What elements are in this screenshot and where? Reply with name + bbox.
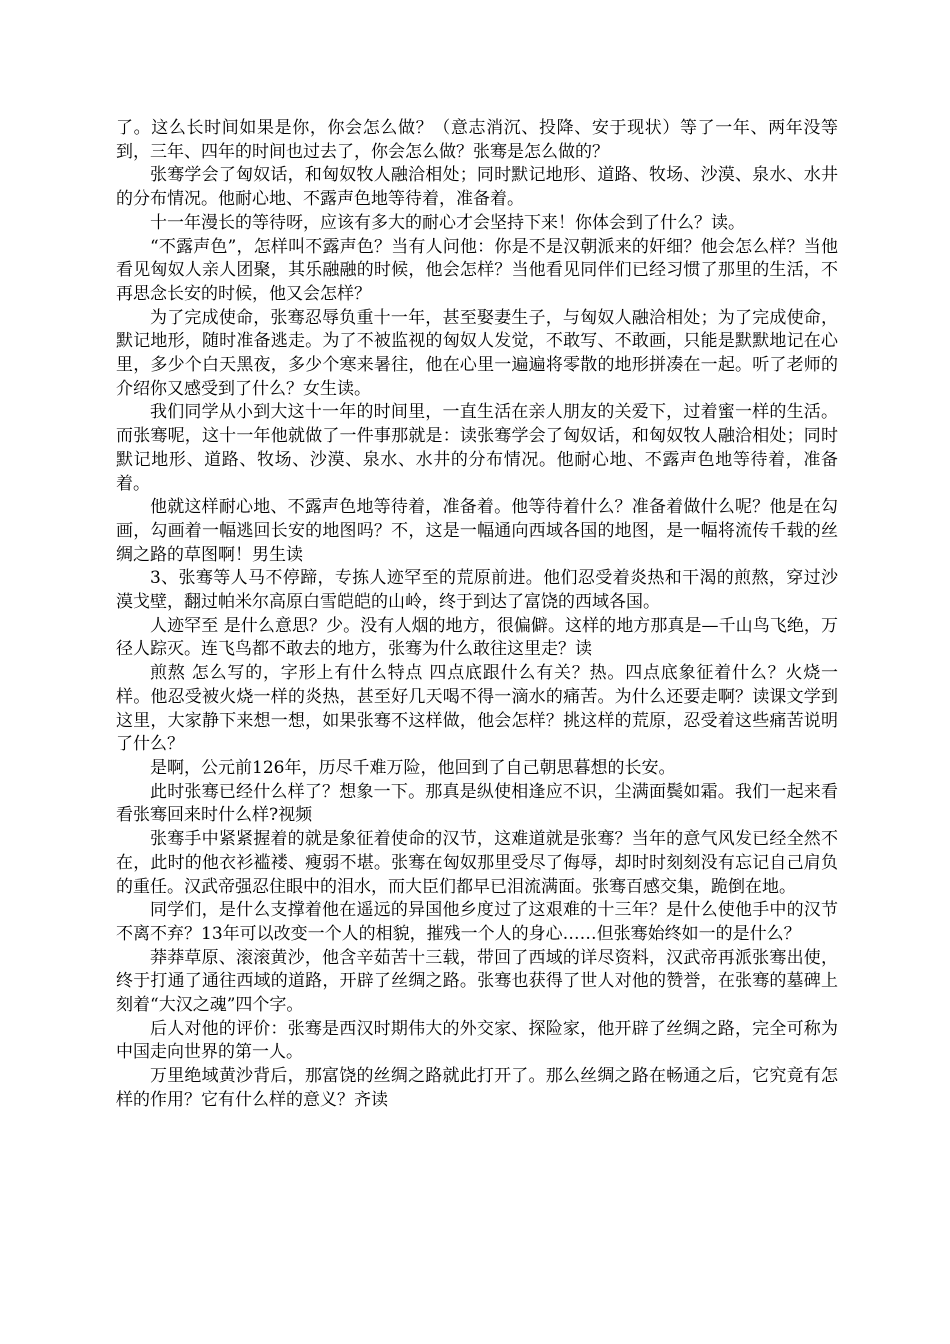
paragraph-13: 张骞手中紧紧握着的就是象征着使命的汉节，这难道就是张骞？当年的意气风发已经全然不在，此时的他衣衫褴褛、瘦弱不堪。张骞在匈奴那里受尽了侮辱，却时时刻刻没有忘记自己肩负的重任。汉武帝强忍住眼中的泪水，而大臣们都早已泪流满面。张骞百感交集，跪倒在地。 <box>116 829 838 897</box>
paragraph-8: 3、张骞等人马不停蹄，专拣人迹罕至的荒原前进。他们忍受着炎热和干渴的煎熬，穿过沙漠戈壁，翻过帕米尔高原白雪皑皑的山岭，终于到达了富饶的西域各国。 <box>116 568 838 613</box>
paragraph-15: 莽莽草原、滚滚黄沙，他含辛茹苦十三载，带回了西域的详尽资料，汉武帝再派张骞出使，终于打通了通往西域的道路，开辟了丝绸之路。张骞也获得了世人对他的赞誉，在张骞的墓碑上刻着“大汉之魂”四个字。 <box>116 947 838 1016</box>
paragraph-10: 煎熬 怎么写的，字形上有什么特点 四点底跟什么有关？热。四点底象征着什么？火烧一样。他忍受被火烧一样的炎热，甚至好几天喝不得一滴水的痛苦。为什么还要走啊？读课文学到这里，大家静下来想一想，如果张骞不这样做，他会怎样？挑这样的荒原，忍受着这些痛苦说明了什么？ <box>116 663 838 755</box>
paragraph-14: 同学们，是什么支撑着他在遥远的异国他乡度过了这艰难的十三年？是什么使他手中的汉节不离不弃？13年可以改变一个人的相貌，摧残一个人的身心……但张骞始终如一的是什么？ <box>116 900 838 944</box>
paragraph-4: “不露声色”，怎样叫不露声色？当有人问他：你是不是汉朝派来的奸细？他会怎么样？当他看见匈奴人亲人团聚，其乐融融的时候，他会怎样？当他看见同伴们已经习惯了那里的生活，不再思念长安的时候，他又会怎样？ <box>116 236 838 304</box>
paragraph-16: 后人对他的评价：张骞是西汉时期伟大的外交家、探险家，他开辟了丝绸之路，完全可称为中国走向世界的第一人。 <box>116 1018 838 1063</box>
paragraph-3: 十一年漫长的等待呀，应该有多大的耐心才会坚持下来！你体会到了什么？读。 <box>150 212 745 233</box>
paragraph-9: 人迹罕至 是什么意思？少。没有人烟的地方，很偏僻。这样的地方那真是—千山鸟飞绝，万径人踪灭。连飞鸟都不敢去的地方，张骞为什么敢往这里走？读 <box>116 615 838 660</box>
document-page <box>116 117 838 1113</box>
paragraph-12: 此时张骞已经什么样了？想象一下。那真是纵使相逢应不识，尘满面鬓如霜。我们一起来看看张骞回来时什么样?视频 <box>116 781 838 826</box>
paragraph-7: 他就这样耐心地、不露声色地等待着，准备着。他等待着什么？准备着做什么呢？他是在勾画，勾画着一幅逃回长安的地图吗？不，这是一幅通向西域各国的地图，是一幅将流传千载的丝绸之路的草图啊！男生读 <box>116 497 838 565</box>
paragraph-5: 为了完成使命，张骞忍辱负重十一年，甚至娶妻生子，与匈奴人融洽相处；为了完成使命，默记地形，随时准备逃走。为了不被监视的匈奴人发觉，不敢写、不敢画，只能是默默地记在心里，多少个白天黑夜，多少个寒来暑往，他在心里一遍遍将零散的地形拼凑在一起。听了老师的介绍你又感受到了什么？女生读。 <box>116 307 838 399</box>
paragraph-2: 张骞学会了匈奴话，和匈奴牧人融洽相处；同时默记地形、道路、牧场、沙漠、泉水、水井的分布情况。他耐心地、不露声色地等待着，准备着。 <box>116 165 838 210</box>
paragraph-17: 万里绝域黄沙背后，那富饶的丝绸之路就此打开了。那么丝绸之路在畅通之后，它究竟有怎样的作用？它有什么样的意义？齐读 <box>116 1066 838 1110</box>
paragraph-6: 我们同学从小到大这十一年的时间里，一直生活在亲人朋友的关爱下，过着蜜一样的生活。而张骞呢，这十一年他就做了一件事那就是：读张骞学会了匈奴话，和匈奴牧人融洽相处；同时默记地形、道路、牧场、沙漠、泉水、水井的分布情况。他耐心地、不露声色地等待着，准备着。 <box>116 402 838 494</box>
paragraph-continuation: 了。这么长时间如果是你，你会怎么做？（意志消沉、投降、安于现状）等了一年、两年没等到，三年、四年的时间也过去了，你会怎么做？张骞是怎么做的？ <box>116 118 838 162</box>
paragraph-11: 是啊，公元前126年，历尽千难万险，他回到了自己朝思暮想的长安。 <box>150 757 676 778</box>
